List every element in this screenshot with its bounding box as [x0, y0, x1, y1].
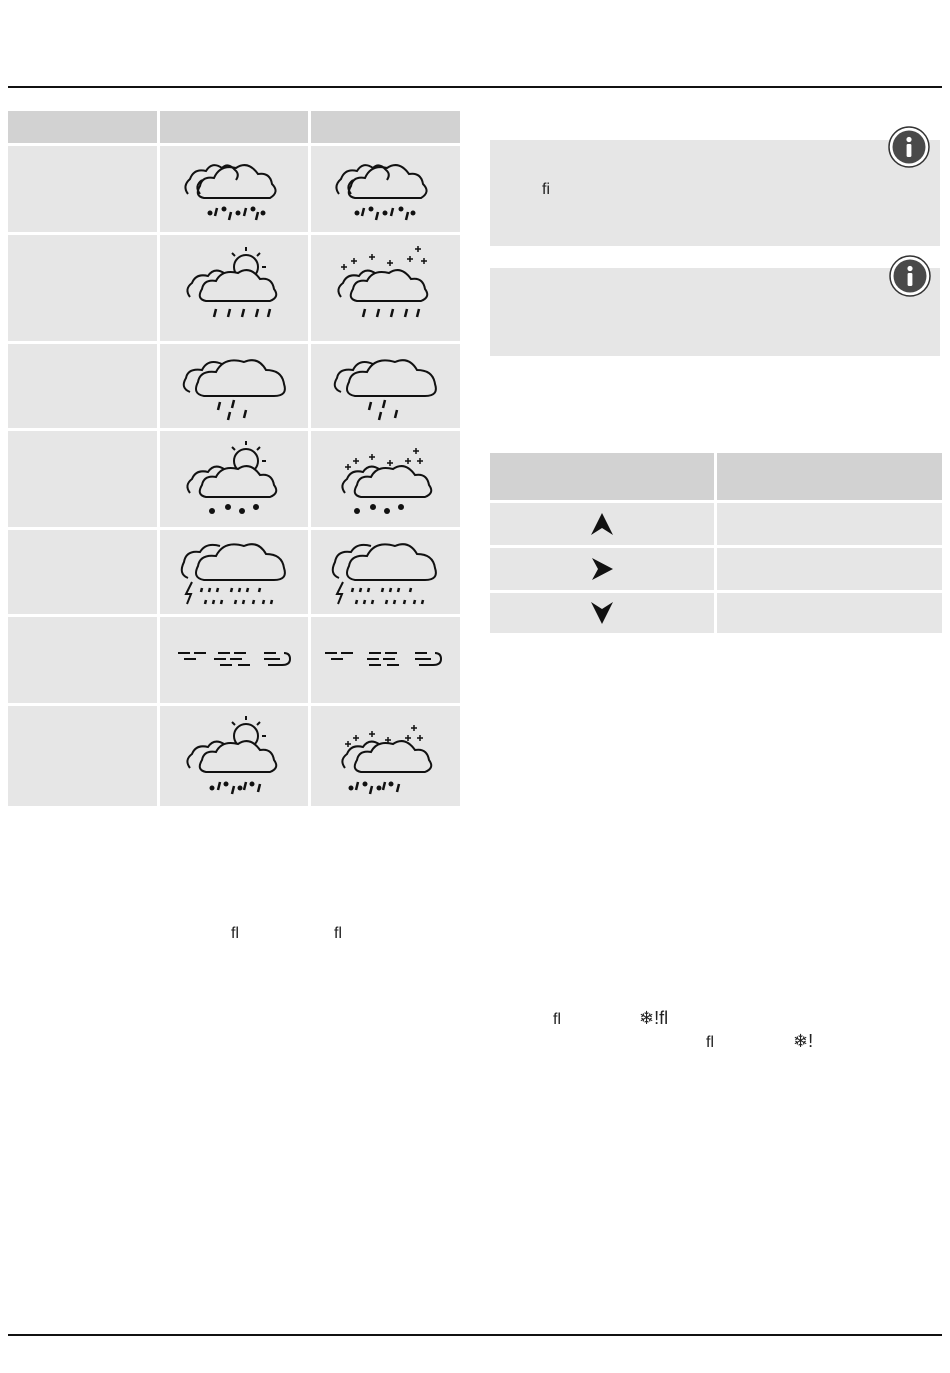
- label-cell: [8, 530, 157, 614]
- glyph-text: ﬂ: [706, 1034, 714, 1051]
- glyph-text: ❄!ﬂ: [639, 1008, 669, 1028]
- icon-cell: [311, 146, 460, 232]
- arrow-down-icon: [590, 600, 614, 626]
- header-cell: [311, 111, 460, 143]
- thunderstorm-icon: [160, 530, 308, 614]
- icon-cell: [311, 344, 460, 428]
- header-cell: [160, 111, 308, 143]
- label-cell: [8, 431, 157, 527]
- header-cell: [8, 111, 157, 143]
- cloud-light-rain-icon: [311, 344, 460, 428]
- icon-cell: [160, 146, 308, 232]
- icon-cell: [311, 431, 460, 527]
- label-cell: [8, 706, 157, 806]
- info-note-box: [490, 140, 940, 246]
- icon-cell: [160, 431, 308, 527]
- table-row: [8, 431, 460, 527]
- icon-cell: [160, 235, 308, 341]
- arrow-cell: [490, 548, 714, 590]
- icon-cell: [311, 617, 460, 703]
- glyph-text: ❄!: [793, 1031, 814, 1051]
- icon-cell: [311, 706, 460, 806]
- table-row: [8, 146, 460, 232]
- icon-cell: [160, 530, 308, 614]
- info-icon: [888, 126, 930, 168]
- arrow-cell: [490, 593, 714, 633]
- icon-cell: [160, 617, 308, 703]
- star-cloud-rain-icon: [311, 235, 460, 341]
- header-cell: [490, 453, 714, 500]
- description-cell: [717, 593, 942, 633]
- sleet-cloud-icon: [311, 146, 460, 232]
- table-row: [8, 617, 460, 703]
- label-cell: [8, 344, 157, 428]
- thunderstorm-icon: [311, 530, 460, 614]
- table-row: [8, 706, 460, 806]
- table-row: [490, 593, 942, 633]
- description-cell: [717, 503, 942, 545]
- info-note-box: [490, 268, 940, 356]
- sun-cloud-sleet-icon: [160, 706, 308, 806]
- header-cell: [717, 453, 942, 500]
- glyph-text: ﬂ: [231, 925, 239, 942]
- footer-rule: [8, 1334, 942, 1336]
- sun-cloud-snow-icon: [160, 431, 308, 527]
- info-icon: [889, 255, 931, 297]
- arrow-cell: [490, 503, 714, 545]
- icon-cell: [311, 235, 460, 341]
- table-row: [490, 503, 942, 545]
- table-row: [8, 344, 460, 428]
- sun-cloud-rain-icon: [160, 235, 308, 341]
- icon-cell: [160, 706, 308, 806]
- label-cell: [8, 617, 157, 703]
- glyph-text: ﬁ: [542, 181, 550, 198]
- star-cloud-sleet-icon: [311, 706, 460, 806]
- arrow-right-icon: [590, 556, 614, 582]
- sleet-cloud-icon: [160, 146, 308, 232]
- table-header-row: [490, 453, 942, 500]
- label-cell: [8, 146, 157, 232]
- table-row: [8, 235, 460, 341]
- description-cell: [717, 548, 942, 590]
- cloud-light-rain-icon: [160, 344, 308, 428]
- icon-cell: [311, 530, 460, 614]
- table-header-row: [8, 111, 460, 143]
- arrow-up-icon: [590, 511, 614, 537]
- icon-cell: [160, 344, 308, 428]
- glyph-text: ﬂ: [553, 1011, 561, 1028]
- header-rule: [8, 86, 942, 88]
- wind-icon: [311, 617, 460, 703]
- star-cloud-snow-icon: [311, 431, 460, 527]
- table-row: [8, 530, 460, 614]
- glyph-text: ﬂ: [334, 925, 342, 942]
- table-row: [490, 548, 942, 590]
- label-cell: [8, 235, 157, 341]
- wind-icon: [160, 617, 308, 703]
